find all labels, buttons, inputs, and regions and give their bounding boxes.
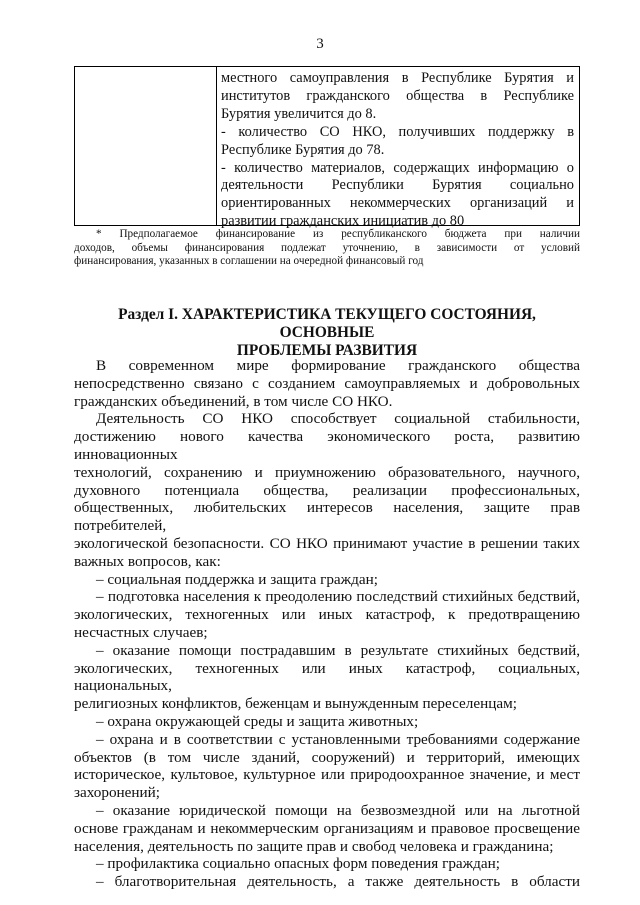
table-cell-text bbox=[221, 70, 574, 231]
table-line: ориентированных некоммерческих организаций и bbox=[221, 195, 574, 212]
list-item: – благотворительная деятельность, а также деятельность в области bbox=[96, 873, 580, 891]
list-item: – охрана окружающей среды и защита животных; bbox=[96, 712, 419, 730]
paragraph-line: достижению нового качества экономического роста, развитию инновационных bbox=[74, 428, 580, 463]
list-item-line: населения, деятельность по защите прав и свобод человека и гражданина; bbox=[74, 837, 554, 855]
table-line: деятельности Республики Бурятия социально bbox=[221, 177, 574, 194]
body-text bbox=[74, 357, 580, 891]
list-item-line: экологических, техногенных или иных катастроф, к предотвращению bbox=[74, 606, 580, 624]
paragraph-line: духовного потенциала общества, реализации профессиональных, bbox=[74, 481, 580, 499]
paragraph-line: гражданских объединений, в том числе СО НКО. bbox=[74, 392, 393, 410]
section-title bbox=[74, 306, 580, 360]
section-title-line: ПРОБЛЕМЫ РАЗВИТИЯ bbox=[236, 342, 418, 359]
paragraph-line: экологической безопасности. СО НКО принимают участие в решении таких bbox=[74, 534, 580, 552]
list-item-line: объектов (в том числе зданий, сооружений) и территорий, имеющих bbox=[74, 748, 580, 766]
list-item-line: несчастных случаев; bbox=[74, 623, 208, 641]
footnote-line: доходов, объемы финансирования подлежат уточнению, в зависимости от условий bbox=[74, 241, 580, 254]
table-column-divider bbox=[216, 67, 217, 225]
list-item: – подготовка населения к преодолению последствий стихийных бедствий, bbox=[96, 588, 580, 606]
table-line: развитии гражданских инициатив до 80 bbox=[221, 213, 465, 230]
footnote bbox=[74, 228, 580, 269]
list-item: – профилактика социально опасных форм поведения граждан; bbox=[96, 855, 500, 873]
table-line: институтов гражданского общества в Республике bbox=[221, 87, 574, 104]
footnote-line: финансирования, указанных в соглашении на очередной финансовый год bbox=[74, 255, 424, 268]
page-number: 3 bbox=[316, 36, 324, 52]
paragraph-line: технологий, сохранению и приумножению образовательного, научного, bbox=[74, 463, 580, 481]
paragraph-line: общественных, любительских интересов населения, защите прав потребителей, bbox=[74, 499, 580, 535]
paragraph-line: непосредственно связано с созданием самоуправляемых и добровольных bbox=[74, 374, 580, 392]
table-line: местного самоуправления в Республике Бурятия и bbox=[221, 70, 574, 86]
list-item-line: основе гражданам и некоммерческим организациям и правовое просвещение bbox=[74, 819, 580, 837]
table-line: - количество СО НКО, получивших поддержку в bbox=[221, 123, 574, 140]
paragraph-line: важных вопросов, как: bbox=[74, 552, 221, 570]
paragraph-line: Деятельность СО НКО способствует социальной стабильности, bbox=[96, 410, 580, 428]
list-item-line: религиозных конфликтов, беженцам и вынужденным переселенцам; bbox=[74, 695, 517, 713]
list-item-line: историческое, культовое, культурное или природоохранное значение, и мест bbox=[74, 766, 580, 784]
list-item: – оказание юридической помощи на безвозмездной или на льготной bbox=[96, 801, 580, 819]
table-line: Бурятия увеличится до 8. bbox=[221, 105, 377, 122]
list-item: – оказание помощи пострадавшим в результате стихийных бедствий, bbox=[96, 641, 580, 659]
list-item: – охрана и в соответствии с установленными требованиями содержание bbox=[96, 730, 580, 748]
continued-table bbox=[74, 66, 580, 230]
list-item-line: экологических, техногенных или иных катастроф, социальных, национальных, bbox=[74, 659, 580, 695]
footnote-line: * Предполагаемое финансирование из республиканского бюджета при наличии bbox=[96, 228, 580, 240]
list-item-line: захоронений; bbox=[74, 784, 161, 802]
table-line: Республике Бурятия до 78. bbox=[221, 141, 385, 158]
section-title-line: Раздел I. ХАРАКТЕРИСТИКА ТЕКУЩЕГО СОСТОЯНИЯ, ОСНОВНЫЕ bbox=[118, 306, 536, 341]
table-line: - количество материалов, содержащих информацию о bbox=[221, 159, 574, 176]
paragraph-line: В современном мире формирование гражданского общества bbox=[96, 357, 580, 374]
list-item: – социальная поддержка и защита граждан; bbox=[96, 570, 378, 588]
